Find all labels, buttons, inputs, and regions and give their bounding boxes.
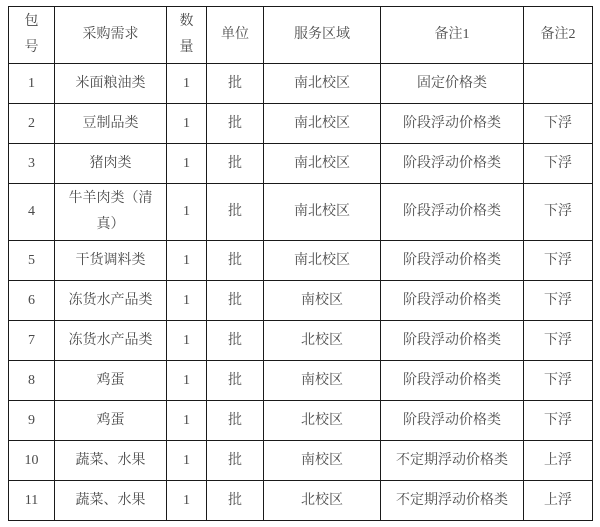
table-cell: 猪肉类 <box>55 144 167 184</box>
table-cell: 上浮 <box>524 481 593 521</box>
table-cell: 阶段浮动价格类 <box>381 281 524 321</box>
table-cell: 8 <box>9 361 55 401</box>
table-row <box>9 481 593 521</box>
table-cell: 南北校区 <box>264 104 381 144</box>
table-cell: 鸡蛋 <box>55 361 167 401</box>
table-cell: 南校区 <box>264 361 381 401</box>
table-cell: 下浮 <box>524 144 593 184</box>
table-cell: 1 <box>9 64 55 104</box>
table-cell: 阶段浮动价格类 <box>381 361 524 401</box>
header-cell: 采购需求 <box>55 7 167 64</box>
table-cell: 下浮 <box>524 321 593 361</box>
table-cell: 下浮 <box>524 361 593 401</box>
table-cell: 阶段浮动价格类 <box>381 401 524 441</box>
table-cell: 批 <box>207 481 264 521</box>
table-row <box>9 361 593 401</box>
table-cell: 1 <box>167 321 207 361</box>
table-cell: 批 <box>207 321 264 361</box>
table-cell: 阶段浮动价格类 <box>381 184 524 241</box>
table-cell: 南北校区 <box>264 184 381 241</box>
table-cell: 南北校区 <box>264 241 381 281</box>
table-cell: 冻货水产品类 <box>55 321 167 361</box>
table-cell: 南校区 <box>264 441 381 481</box>
table-cell: 1 <box>167 281 207 321</box>
header-cell: 单位 <box>207 7 264 64</box>
table-cell: 干货调料类 <box>55 241 167 281</box>
table-cell: 1 <box>167 104 207 144</box>
table-cell: 北校区 <box>264 321 381 361</box>
table-row <box>9 144 593 184</box>
table-cell: 批 <box>207 441 264 481</box>
table-cell: 批 <box>207 401 264 441</box>
table-cell: 9 <box>9 401 55 441</box>
table-cell: 6 <box>9 281 55 321</box>
table-cell: 1 <box>167 184 207 241</box>
table-cell: 1 <box>167 441 207 481</box>
table-cell: 下浮 <box>524 104 593 144</box>
table-cell: 蔬菜、水果 <box>55 441 167 481</box>
table-cell: 10 <box>9 441 55 481</box>
table-cell: 北校区 <box>264 401 381 441</box>
table-cell: 阶段浮动价格类 <box>381 321 524 361</box>
table-cell: 批 <box>207 64 264 104</box>
table-cell: 南北校区 <box>264 64 381 104</box>
table-row <box>9 104 593 144</box>
table-cell: 米面粮油类 <box>55 64 167 104</box>
table-cell: 3 <box>9 144 55 184</box>
table-cell: 1 <box>167 361 207 401</box>
header-cell: 包号 <box>9 7 55 64</box>
table-cell: 批 <box>207 281 264 321</box>
table-cell: 批 <box>207 144 264 184</box>
header-cell: 服务区域 <box>264 7 381 64</box>
table-cell: 批 <box>207 184 264 241</box>
table-cell: 批 <box>207 241 264 281</box>
table-cell: 蔬菜、水果 <box>55 481 167 521</box>
table-row <box>9 64 593 104</box>
table-cell: 固定价格类 <box>381 64 524 104</box>
table-cell: 豆制品类 <box>55 104 167 144</box>
header-cell: 备注1 <box>381 7 524 64</box>
table-cell: 南北校区 <box>264 144 381 184</box>
table-cell: 2 <box>9 104 55 144</box>
table-row <box>9 441 593 481</box>
table-cell: 下浮 <box>524 184 593 241</box>
table-cell <box>524 64 593 104</box>
table-cell: 7 <box>9 321 55 361</box>
table-cell: 批 <box>207 361 264 401</box>
table-cell: 5 <box>9 241 55 281</box>
table-cell: 冻货水产品类 <box>55 281 167 321</box>
table-cell: 1 <box>167 401 207 441</box>
table-cell: 批 <box>207 104 264 144</box>
procurement-table <box>8 6 593 521</box>
table-header <box>9 7 593 64</box>
table-cell: 不定期浮动价格类 <box>381 441 524 481</box>
table-cell: 鸡蛋 <box>55 401 167 441</box>
header-row <box>9 7 593 64</box>
header-cell: 数量 <box>167 7 207 64</box>
table-cell: 阶段浮动价格类 <box>381 241 524 281</box>
table-cell: 4 <box>9 184 55 241</box>
header-cell: 备注2 <box>524 7 593 64</box>
table-row <box>9 281 593 321</box>
table-cell: 11 <box>9 481 55 521</box>
table-row <box>9 184 593 241</box>
table-cell: 1 <box>167 241 207 281</box>
table-cell: 下浮 <box>524 241 593 281</box>
table-cell: 下浮 <box>524 401 593 441</box>
table-cell: 不定期浮动价格类 <box>381 481 524 521</box>
table-body <box>9 64 593 521</box>
table-cell: 北校区 <box>264 481 381 521</box>
table-row <box>9 241 593 281</box>
table-row <box>9 321 593 361</box>
table-cell: 阶段浮动价格类 <box>381 104 524 144</box>
table-cell: 1 <box>167 481 207 521</box>
table-cell: 1 <box>167 144 207 184</box>
table-cell: 下浮 <box>524 281 593 321</box>
table-cell: 1 <box>167 64 207 104</box>
table-cell: 南校区 <box>264 281 381 321</box>
table-cell: 阶段浮动价格类 <box>381 144 524 184</box>
table-cell: 上浮 <box>524 441 593 481</box>
table-cell: 牛羊肉类（清真） <box>55 184 167 241</box>
table-row <box>9 401 593 441</box>
